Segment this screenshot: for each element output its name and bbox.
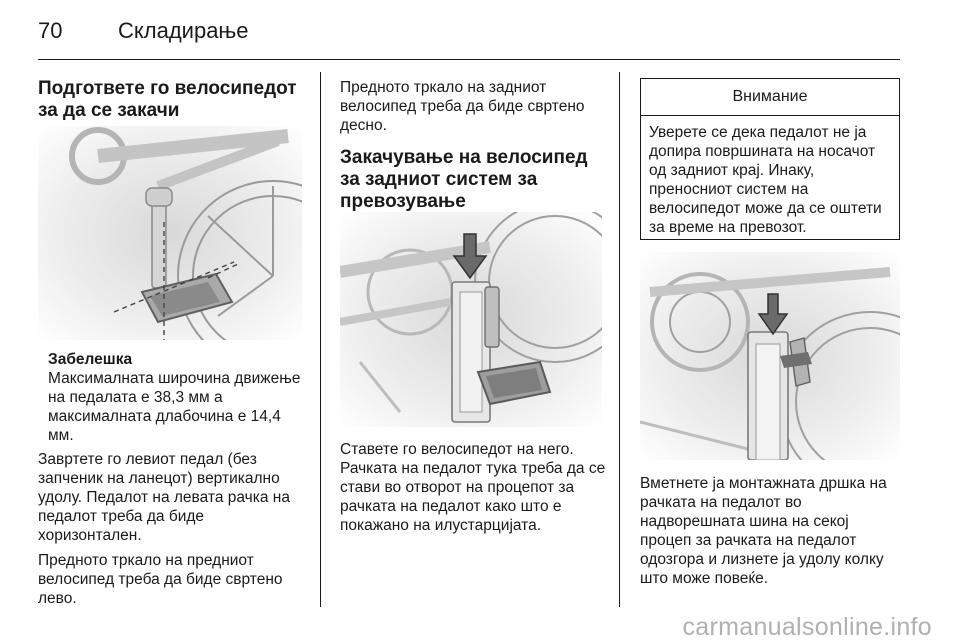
note-text: Максималната широчина движење на педалата е 38,3 мм а максималната длабочина е 14,4 мм. (48, 370, 301, 444)
right-paragraph: Вметнете ја монтажната дршка на рачката на педалот во надворешната шина на секој процеп за рачката на педалот одозгора и лизнете ја удолу колку што може повеќе. (640, 475, 887, 587)
illustration-bike-mount (340, 212, 602, 427)
note-title: Забелешка (48, 351, 133, 368)
header-rule (38, 59, 900, 60)
left-paragraph-1: Завртете го левиот педал (без запченик на ланецот) вертикално удолу. Педалот на левата рачка на педалот треба да биде хоризонтален. (38, 451, 290, 544)
middle-paragraph-bottom: Ставете го велосипедот на него. Рачката на педалот тука треба да се стави во отворот на процепот за рачката на педалот како што е покажано на илустарцијата. (340, 441, 606, 534)
pedal-crank-icon (38, 126, 302, 340)
column-divider-2 (619, 72, 620, 607)
left-heading: Подгответе го велосипедот за да се закачи (38, 78, 297, 121)
illustration-pedal-crank (38, 126, 302, 340)
right-column-bottom (640, 474, 900, 588)
middle-heading: Закачување на велосипед за задниот систем за превозување (340, 147, 588, 212)
column-divider-1 (320, 72, 321, 607)
page-header (38, 12, 898, 60)
holder-slide-icon (640, 252, 900, 460)
watermark: carmanualsonline.info (682, 613, 932, 641)
left-paragraph-2: Предното тркало на предниот велосипед треба да биде свртено лево. (38, 552, 283, 607)
warning-box (640, 78, 900, 240)
left-paragraphs (38, 450, 308, 608)
note-block (48, 350, 306, 445)
left-column (38, 78, 306, 122)
middle-column-top (340, 78, 605, 213)
middle-column-bottom (340, 440, 608, 535)
middle-paragraph-top: Предното тркало на задниот велосипед треба да биде свртено десно. (340, 79, 585, 134)
warning-title: Внимание (641, 79, 899, 116)
page-section-title: Складирање (118, 18, 249, 43)
bike-mount-arrow-icon (340, 212, 602, 427)
illustration-holder-slide (640, 252, 900, 460)
page-number: 70 (38, 18, 63, 43)
warning-text: Уверете се дека педалот не ја допира површината на носачот од задниот крај. Инаку, преносниот систем на велосипедот може да се оштети за време на превозот. (649, 124, 882, 236)
